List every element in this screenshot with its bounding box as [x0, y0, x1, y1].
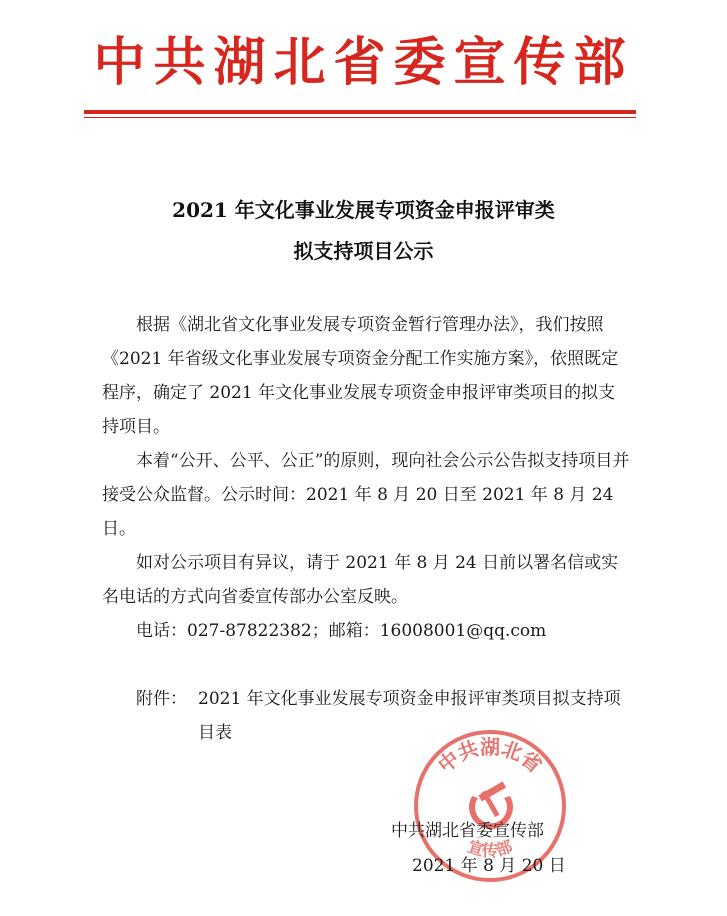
letterhead-rule-thin: [84, 117, 636, 118]
body-paragraph-3: 如对公示项目有异议，请于 2021 年 8 月 24 日前以署名信或实名电话的方式向省委宣传部办公室反映。: [102, 553, 619, 607]
document-title-line-1: 2021 年文化事业发展专项资金申报评审类: [172, 198, 555, 222]
body-paragraph-2: 本着“公开、公平、公正”的原则，现向社会公示公告拟支持项目并接受公众监督。公示时间：2021 年 8 月 20 日至 2021 年 8 月 24 日。: [102, 451, 630, 539]
attachment-label: 附件：: [136, 689, 187, 709]
document-title-line-2: 拟支持项目公示: [293, 239, 434, 263]
letterhead-title: 中共湖北省委宣传部: [93, 33, 634, 93]
attachment-text: 2021 年文化事业发展专项资金申报评审类项目拟支持项目表: [198, 689, 621, 743]
signature-org: 中共湖北省委宣传部: [391, 821, 544, 841]
svg-text:中共湖北省: 中共湖北省: [433, 735, 547, 778]
signature-date: 2021 年 8 月 20 日: [412, 856, 566, 876]
body-paragraph-1: 根据《湖北省文化事业发展专项资金暂行管理办法》，我们按照《2021 年省级文化事业发展专项资金分配工作实施方案》，依照既定程序，确定了 2021 年文化事业发展专项资金申报评审类项目的拟支持项目。: [102, 315, 619, 437]
svg-text:宣传部: 宣传部: [465, 836, 515, 860]
contact-line: 电话：027-87822382；邮箱：16008001@qq.com: [136, 621, 547, 641]
letterhead-rule: [84, 110, 636, 114]
